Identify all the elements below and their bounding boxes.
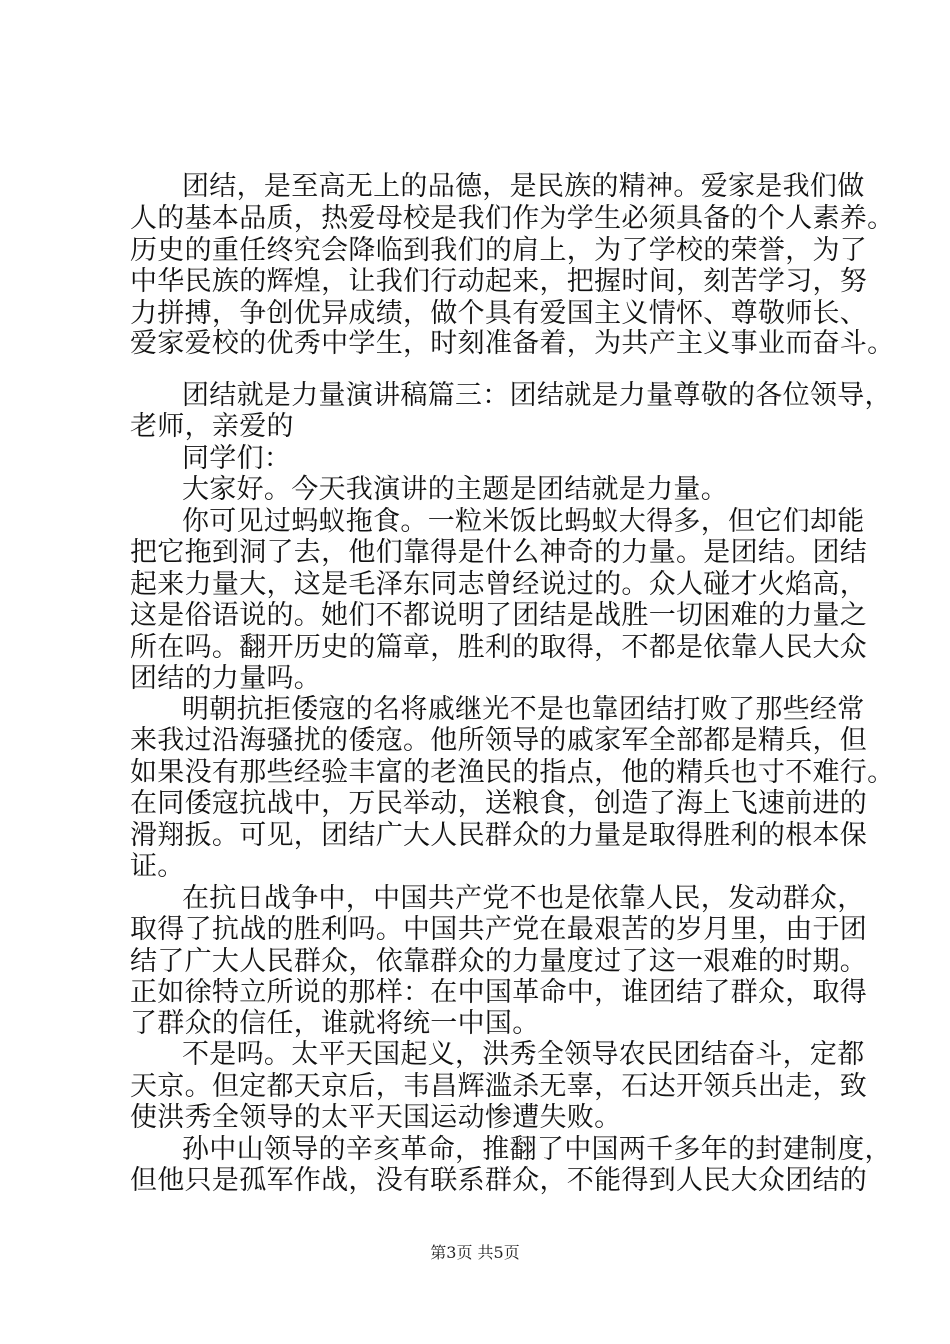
paragraph-line: 这是俗语说的。她们不都说明了团结是战胜一切困难的力量之 bbox=[130, 600, 868, 631]
paragraph-line: 不是吗。太平天国起义，洪秀全领导农民团结奋斗，定都 bbox=[182, 1039, 865, 1070]
paragraph-line: 所在吗。翻开历史的篇章，胜利的取得，不都是依靠人民大众 bbox=[130, 632, 868, 663]
paragraph-line: 在同倭寇抗战中，万民举动，送粮食，创造了海上飞速前进的 bbox=[130, 788, 868, 819]
paragraph-line: 你可见过蚂蚁拖食。一粒米饭比蚂蚁大得多，但它们却能 bbox=[182, 506, 865, 537]
section-heading-line: 老师，亲爱的 bbox=[130, 411, 294, 442]
paragraph-line: 历史的重任终究会降临到我们的肩上，为了学校的荣誉，为了 bbox=[130, 235, 868, 266]
paragraph-line: 结了广大人民群众，依靠群众的力量度过了这一艰难的时期。 bbox=[130, 946, 868, 977]
paragraph-line: 起来力量大，这是毛泽东同志曾经说过的。众人碰才火焰高， bbox=[130, 569, 868, 600]
paragraph-line: 人的基本品质，热爱母校是我们作为学生必须具备的个人素养。 bbox=[130, 203, 895, 234]
paragraph-line: 在抗日战争中，中国共产党不也是依靠人民，发动群众， bbox=[182, 883, 865, 914]
paragraph-line: 来我过沿海骚扰的倭寇。他所领导的戚家军全部都是精兵，但 bbox=[130, 725, 868, 756]
section-heading-line: 团结就是力量演讲稿篇三：团结就是力量尊敬的各位领导， bbox=[182, 380, 892, 411]
paragraph-line: 大家好。今天我演讲的主题是团结就是力量。 bbox=[182, 474, 728, 505]
paragraph-line: 明朝抗拒倭寇的名将戚继光不是也靠团结打败了那些经常 bbox=[182, 694, 865, 725]
page-footer: 第3页 共5页 bbox=[430, 1243, 520, 1262]
paragraph-line: 把它拖到洞了去，他们靠得是什么神奇的力量。是团结。团结 bbox=[130, 537, 868, 568]
paragraph-line: 中华民族的辉煌，让我们行动起来，把握时间，刻苦学习，努 bbox=[130, 266, 868, 297]
paragraph-line: 同学们： bbox=[182, 443, 292, 474]
paragraph-line: 取得了抗战的胜利吗。中国共产党在最艰苦的岁月里，由于团 bbox=[130, 914, 868, 945]
paragraph-line: 孙中山领导的辛亥革命，推翻了中国两千多年的封建制度， bbox=[182, 1134, 892, 1165]
paragraph-line: 使洪秀全领导的太平天国运动惨遭失败。 bbox=[130, 1102, 622, 1133]
paragraph-line: 如果没有那些经验丰富的老渔民的指点，他的精兵也寸不难行。 bbox=[130, 757, 895, 788]
paragraph-line: 正如徐特立所说的那样：在中国革命中，谁团结了群众，取得 bbox=[130, 977, 868, 1008]
paragraph-line: 但他只是孤军作战，没有联系群众，不能得到人民大众团结的 bbox=[130, 1165, 868, 1196]
paragraph-line: 力拼搏，争创优异成绩，做个具有爱国主义情怀、尊敬师长、 bbox=[130, 298, 868, 329]
paragraph-line: 团结的力量吗。 bbox=[130, 663, 322, 694]
paragraph-line: 证。 bbox=[130, 851, 185, 882]
paragraph-line: 了群众的信任，谁就将统一中国。 bbox=[130, 1008, 540, 1039]
paragraph-line: 天京。但定都天京后，韦昌辉滥杀无辜，石达开领兵出走，致 bbox=[130, 1071, 868, 1102]
paragraph-line: 滑翔扳。可见，团结广大人民群众的力量是取得胜利的根本保 bbox=[130, 820, 868, 851]
paragraph-line: 爱家爱校的优秀中学生，时刻准备着，为共产主义事业而奋斗。 bbox=[130, 328, 895, 359]
paragraph-line: 团结，是至高无上的品德，是民族的精神。爱家是我们做 bbox=[182, 171, 865, 202]
